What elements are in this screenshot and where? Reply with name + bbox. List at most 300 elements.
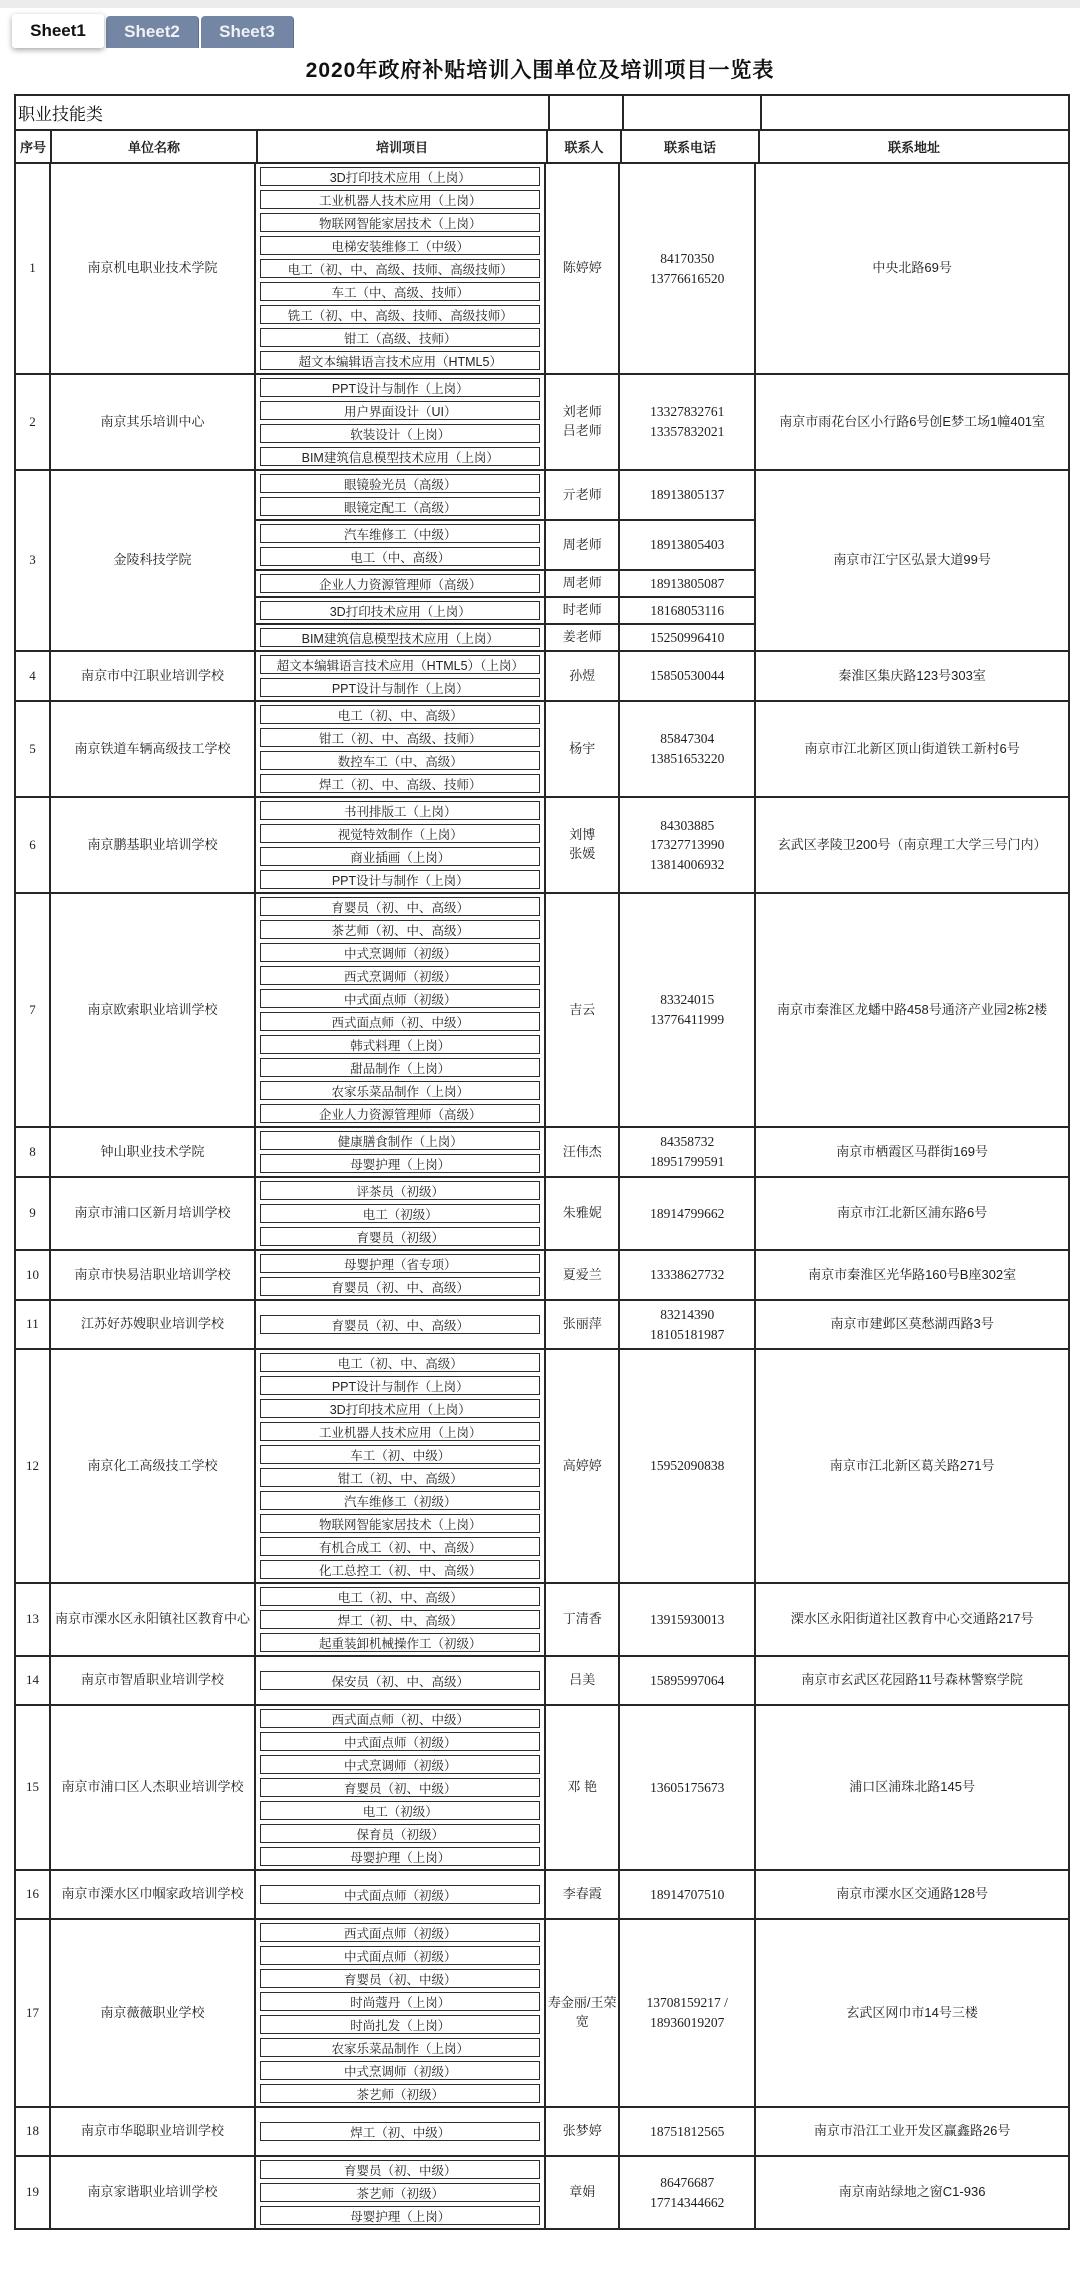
contact-phone — [620, 1128, 754, 1176]
row-groups — [256, 1920, 756, 2106]
unit-name: 南京市浦口区人杰职业培训学校 — [51, 1706, 256, 1869]
contact-line: 吕美 — [569, 1672, 596, 1688]
project-item: 工业机器人技术应用（上岗） — [260, 1422, 540, 1441]
project-item: 化工总控工（初、中、高级） — [260, 1560, 540, 1579]
phone-line: 86476687 — [660, 2174, 715, 2190]
project-item: 钳工（高级、技师） — [260, 328, 540, 347]
project-item: 焊工（初、中级） — [260, 2122, 540, 2141]
project-item: PPT设计与制作（上岗） — [260, 678, 540, 697]
project-item: 企业人力资源管理师（高级） — [260, 574, 540, 593]
project-item: 育婴员（初、中级） — [260, 1969, 540, 1988]
project-item: 育婴员（初级） — [260, 1227, 540, 1246]
header-unit: 单位名称 — [52, 131, 258, 162]
project-item: 铣工（初、中、高级、技师、高级技师） — [260, 305, 540, 324]
row-groups — [256, 164, 756, 373]
row-groups — [256, 2108, 756, 2155]
row-index: 14 — [16, 1657, 51, 1704]
project-list — [256, 2108, 546, 2155]
table-body — [16, 162, 1068, 2228]
table-row — [16, 1582, 1068, 1655]
contact-name — [546, 2108, 620, 2155]
contact-line: 吕老师 — [562, 423, 602, 438]
contact-phone — [620, 652, 754, 700]
row-index: 6 — [16, 798, 51, 892]
contact-address: 南京南站绿地之窗C1-936 — [838, 2184, 986, 2200]
contact-name — [546, 1871, 620, 1918]
tab-sheet1[interactable]: Sheet1 — [12, 14, 104, 48]
project-item: 西式面点师（初、中级） — [260, 1012, 540, 1031]
project-item: 眼镜验光员（高级） — [260, 474, 540, 493]
contact-address: 浦口区浦珠北路145号 — [849, 1779, 975, 1795]
project-item: 起重装卸机械操作工（初级） — [260, 1633, 540, 1652]
table-row — [16, 162, 1068, 373]
phone-line: 18105181987 — [650, 1326, 725, 1342]
project-item: 茶艺师（初、中、高级） — [260, 920, 540, 939]
table-row — [16, 1249, 1068, 1299]
row-index: 18 — [16, 2108, 51, 2155]
contact-name — [546, 702, 620, 796]
header-index: 序号 — [16, 131, 52, 162]
project-list — [256, 1871, 546, 1918]
project-item: 电工（初、中、高级） — [260, 705, 540, 724]
row-index: 13 — [16, 1584, 51, 1655]
phone-line: 15850530044 — [650, 668, 725, 684]
contact-address: 南京市雨花台区小行路6号创E梦工场1幢401室 — [779, 413, 1046, 429]
project-list — [256, 1706, 546, 1869]
project-list — [256, 521, 546, 569]
project-group — [256, 1584, 754, 1655]
contact-phone — [620, 798, 754, 892]
project-group — [256, 1920, 754, 2106]
table-row — [16, 796, 1068, 892]
project-item: 西式面点师（初级） — [260, 1923, 540, 1942]
phone-line: 17714344662 — [650, 2194, 725, 2210]
contact-name — [546, 164, 620, 373]
table-row — [16, 2106, 1068, 2155]
row-groups — [256, 1251, 756, 1299]
contact-line: 亓老师 — [562, 486, 602, 502]
contact-name — [546, 798, 620, 892]
project-item: 电梯安装维修工（中级） — [260, 236, 540, 255]
project-item: 茶艺师（初级） — [260, 2084, 540, 2103]
project-group — [256, 471, 754, 519]
project-item: 母婴护理（上岗） — [260, 1847, 540, 1866]
project-group — [256, 569, 754, 596]
project-item: 眼镜定配工（高级） — [260, 497, 540, 516]
project-group — [256, 2157, 754, 2228]
contact-phone — [620, 625, 754, 650]
contact-phone — [620, 1706, 754, 1869]
contact-address: 玄武区孝陵卫200号（南京理工大学三号门内） — [777, 836, 1047, 852]
unit-name: 南京薇薇职业学校 — [51, 1920, 256, 2106]
project-list — [256, 625, 546, 650]
contact-address: 南京市溧水区交通路128号 — [836, 1886, 988, 1902]
contact-line: 丁清香 — [562, 1611, 602, 1627]
row-groups — [256, 1350, 756, 1582]
contact-address: 南京市玄武区花园路11号森林警察学院 — [801, 1672, 1023, 1688]
contact-name — [546, 1128, 620, 1176]
contact-phone — [620, 598, 754, 623]
row-groups — [256, 1706, 756, 1869]
project-item: 时尚蔻丹（上岗） — [260, 1992, 540, 2011]
project-item: 汽车维修工（初级） — [260, 1491, 540, 1510]
project-list — [256, 1178, 546, 1249]
phone-line: 13915930013 — [650, 1611, 725, 1627]
contact-name — [546, 598, 620, 623]
contact-address: 南京市建邺区莫愁湖西路3号 — [830, 1316, 994, 1332]
row-index: 10 — [16, 1251, 51, 1299]
row-groups — [256, 1871, 756, 1918]
contact-address: 玄武区网巾市14号三楼 — [846, 2004, 978, 2020]
project-list — [256, 1251, 546, 1299]
contact-line: 刘博 — [569, 827, 596, 843]
unit-name: 江苏好苏嫂职业培训学校 — [51, 1301, 256, 1348]
project-item: 3D打印技术应用（上岗） — [260, 1399, 540, 1418]
phone-line: 15952090838 — [650, 1458, 725, 1474]
project-group — [256, 894, 754, 1126]
phone-line: 18913805137 — [650, 487, 725, 503]
contact-name — [546, 471, 620, 519]
project-item: 电工（初、中、高级、技师、高级技师） — [260, 259, 540, 278]
project-list — [256, 1584, 546, 1655]
contact-line: 周老师 — [562, 575, 602, 591]
contact-line: 时老师 — [562, 602, 602, 618]
row-index: 3 — [16, 471, 51, 650]
unit-name: 南京家谐职业培训学校 — [51, 2157, 256, 2228]
row-index: 19 — [16, 2157, 51, 2228]
project-list — [256, 798, 546, 892]
contact-line: 寿金丽/王荣宽 — [547, 1995, 617, 2029]
unit-name: 南京其乐培训中心 — [51, 375, 256, 469]
contact-line: 刘老师 — [562, 404, 602, 420]
project-item: 超文本编辑语言技术应用（HTML5）（上岗） — [260, 655, 540, 674]
project-item: 育婴员（初、中、高级） — [260, 897, 540, 916]
contact-name — [546, 1706, 620, 1869]
project-item: 电工（初级） — [260, 1204, 540, 1223]
contact-line: 陈婷婷 — [562, 260, 602, 276]
row-groups — [256, 798, 756, 892]
project-item: BIM建筑信息模型技术应用（上岗） — [260, 628, 540, 647]
project-group — [256, 375, 754, 469]
contact-phone — [620, 1920, 754, 2106]
phone-line: 18914707510 — [650, 1886, 725, 1902]
project-item: 3D打印技术应用（上岗） — [260, 167, 540, 186]
header-project: 培训项目 — [258, 131, 548, 162]
project-item: 中式面点师（初级） — [260, 1885, 540, 1904]
header-phone: 联系电话 — [622, 131, 760, 162]
phone-line: 13605175673 — [650, 1779, 725, 1795]
table-row — [16, 1176, 1068, 1249]
project-item: 中式面点师（初级） — [260, 1946, 540, 1965]
contact-phone — [620, 2157, 754, 2228]
contact-address: 南京市江北新区浦东路6号 — [837, 1205, 988, 1221]
project-item: 中式烹调师（初级） — [260, 943, 540, 962]
contact-address: 中央北路69号 — [872, 260, 952, 276]
table-row — [16, 1869, 1068, 1918]
contact-address: 南京市秦淮区龙蟠中路458号通济产业园2栋2楼 — [777, 1001, 1048, 1017]
contact-line: 周老师 — [562, 536, 602, 552]
unit-name: 南京机电职业技术学院 — [51, 164, 256, 373]
contact-line: 张梦婷 — [562, 2123, 602, 2139]
contact-address: 南京市江北新区葛关路271号 — [829, 1457, 995, 1473]
project-item: 车工（初、中级） — [260, 1445, 540, 1464]
unit-name: 钟山职业技术学院 — [51, 1128, 256, 1176]
project-list — [256, 598, 546, 623]
project-item: 物联网智能家居技术（上岗） — [260, 1514, 540, 1533]
unit-name: 南京化工高级技工学校 — [51, 1350, 256, 1582]
row-groups — [256, 1178, 756, 1249]
row-groups — [256, 2157, 756, 2228]
contact-line: 李春霞 — [562, 1886, 602, 1902]
project-list — [256, 1657, 546, 1704]
project-group — [256, 1657, 754, 1704]
phone-line: 85847304 — [660, 731, 715, 747]
contact-line: 朱雅妮 — [562, 1205, 602, 1221]
sheet-tab-bar — [12, 8, 1080, 48]
row-index: 16 — [16, 1871, 51, 1918]
table-header-row — [16, 129, 1068, 162]
project-item: 中式面点师（初级） — [260, 1732, 540, 1751]
tab-sheet3[interactable]: Sheet3 — [201, 16, 294, 48]
category-blank-cell — [762, 96, 1068, 129]
project-item: 焊工（初、中、高级、技师） — [260, 774, 540, 793]
row-index: 7 — [16, 894, 51, 1126]
contact-phone — [620, 164, 754, 373]
project-item: 母婴护理（省专项） — [260, 1254, 540, 1273]
row-index: 2 — [16, 375, 51, 469]
project-item: 保安员（初、中、高级） — [260, 1671, 540, 1690]
row-index: 12 — [16, 1350, 51, 1582]
project-list — [256, 894, 546, 1126]
row-index: 5 — [16, 702, 51, 796]
project-item: 工业机器人技术应用（上岗） — [260, 190, 540, 209]
unit-name: 金陵科技学院 — [51, 471, 256, 650]
project-item: 钳工（初、中、高级） — [260, 1468, 540, 1487]
row-groups — [256, 375, 756, 469]
phone-line: 18913805087 — [650, 575, 725, 591]
project-item: 育婴员（初、中、高级） — [260, 1315, 540, 1334]
contact-address: 南京市栖霞区马群街169号 — [836, 1143, 988, 1159]
phone-line: 84358732 — [660, 1134, 715, 1150]
row-groups — [256, 652, 756, 700]
phone-line: 15895997064 — [650, 1672, 725, 1688]
phone-line: 13776411999 — [650, 1012, 725, 1027]
project-group — [256, 519, 754, 569]
project-list — [256, 164, 546, 373]
project-item: 中式烹调师（初级） — [260, 1755, 540, 1774]
phone-line: 17327713990 — [650, 837, 725, 853]
project-item: 健康膳食制作（上岗） — [260, 1131, 540, 1150]
project-item: 保育员（初级） — [260, 1824, 540, 1843]
row-index: 11 — [16, 1301, 51, 1348]
contact-phone — [620, 571, 754, 596]
project-list — [256, 1301, 546, 1348]
contact-name — [546, 2157, 620, 2228]
unit-name: 南京市快易洁职业培训学校 — [51, 1251, 256, 1299]
row-index: 15 — [16, 1706, 51, 1869]
contact-phone — [620, 1657, 754, 1704]
contact-line: 吉云 — [569, 1001, 596, 1017]
phone-line: 13851653220 — [650, 751, 725, 766]
project-item: 农家乐菜品制作（上岗） — [260, 1081, 540, 1100]
project-item: 软装设计（上岗） — [260, 424, 540, 443]
project-item: PPT设计与制作（上岗） — [260, 378, 540, 397]
page-top-strip — [0, 0, 1080, 8]
project-item: 西式烹调师（初级） — [260, 966, 540, 985]
contact-address: 秦淮区集庆路123号303室 — [838, 667, 986, 683]
phone-line: 13776616520 — [650, 270, 725, 286]
contact-line: 章娟 — [569, 2184, 596, 2200]
contact-phone — [620, 521, 754, 569]
contact-line: 邓 艳 — [567, 1779, 598, 1795]
training-table — [14, 94, 1070, 2230]
project-group — [256, 1178, 754, 1249]
row-groups — [256, 702, 756, 796]
project-item: 商业插画（上岗） — [260, 847, 540, 866]
contact-phone — [620, 1178, 754, 1249]
project-group — [256, 1871, 754, 1918]
row-index: 9 — [16, 1178, 51, 1249]
contact-address: 南京市秦淮区光华路160号B座302室 — [808, 1266, 1017, 1282]
phone-line: 18168053116 — [650, 602, 725, 618]
project-item: 西式面点师（初、中级） — [260, 1709, 540, 1728]
project-item: PPT设计与制作（上岗） — [260, 1376, 540, 1395]
project-item: PPT设计与制作（上岗） — [260, 870, 540, 889]
phone-line: 13357832021 — [650, 424, 725, 439]
project-item: 电工（初、中、高级） — [260, 1587, 540, 1606]
project-group — [256, 1350, 754, 1582]
table-row — [16, 469, 1068, 650]
project-list — [256, 702, 546, 796]
contact-phone — [620, 894, 754, 1126]
contact-phone — [620, 471, 754, 519]
project-item: 汽车维修工（中级） — [260, 524, 540, 543]
contact-name — [546, 625, 620, 650]
page-title: 2020年政府补贴培训入围单位及培训项目一览表 — [305, 59, 775, 82]
contact-line: 汪伟杰 — [562, 1143, 602, 1159]
contact-name — [546, 1178, 620, 1249]
contact-name — [546, 375, 620, 469]
contact-phone — [620, 1251, 754, 1299]
project-list — [256, 1128, 546, 1176]
contact-line: 孙煜 — [569, 667, 596, 683]
contact-name — [546, 1301, 620, 1348]
project-item: 评茶员（初级） — [260, 1181, 540, 1200]
project-list — [256, 471, 546, 519]
category-row — [16, 94, 1068, 129]
project-item: 农家乐菜品制作（上岗） — [260, 2038, 540, 2057]
row-index: 8 — [16, 1128, 51, 1176]
project-item: 用户界面设计（UI） — [260, 401, 540, 420]
table-row — [16, 1918, 1068, 2106]
contact-name — [546, 521, 620, 569]
project-list — [256, 571, 546, 596]
contact-name — [546, 1350, 620, 1582]
project-item: 育婴员（初、中级） — [260, 1778, 540, 1797]
row-groups — [256, 894, 756, 1126]
phone-line: 18914799662 — [650, 1205, 725, 1221]
phone-line: 13338627732 — [650, 1267, 725, 1283]
phone-line: 18936019207 — [650, 2015, 725, 2030]
contact-line: 高婷婷 — [562, 1457, 602, 1473]
contact-line: 夏爱兰 — [562, 1266, 602, 1282]
phone-line: 18951799591 — [650, 1154, 725, 1169]
project-item: 母婴护理（上岗） — [260, 2206, 540, 2225]
contact-phone — [620, 375, 754, 469]
tab-sheet2[interactable]: Sheet2 — [106, 16, 199, 48]
phone-line: 18913805403 — [650, 537, 725, 553]
row-groups — [256, 471, 756, 650]
header-address: 联系地址 — [887, 140, 940, 155]
project-group — [256, 623, 754, 650]
row-index: 1 — [16, 164, 51, 373]
project-list — [256, 1350, 546, 1582]
contact-line: 杨宇 — [569, 740, 596, 756]
table-row — [16, 373, 1068, 469]
table-row — [16, 1704, 1068, 1869]
unit-name: 南京市浦口区新月培训学校 — [51, 1178, 256, 1249]
project-item: 电工（中、高级） — [260, 547, 540, 566]
project-item: 育婴员（初、中级） — [260, 2160, 540, 2179]
unit-name: 南京欧索职业培训学校 — [51, 894, 256, 1126]
contact-line: 张媛 — [569, 846, 596, 861]
contact-phone — [620, 1871, 754, 1918]
unit-name: 南京市华聪职业培训学校 — [51, 2108, 256, 2155]
contact-phone — [620, 1584, 754, 1655]
category-blank-cell — [624, 96, 762, 129]
phone-line: 83214390 — [660, 1306, 715, 1322]
project-group — [256, 1128, 754, 1176]
project-item: 车工（中、高级、技师） — [260, 282, 540, 301]
contact-name — [546, 1920, 620, 2106]
phone-line: 13327832761 — [650, 404, 725, 420]
project-item: 钳工（初、中、高级、技师） — [260, 728, 540, 747]
contact-phone — [620, 1301, 754, 1348]
contact-phone — [620, 702, 754, 796]
row-index: 4 — [16, 652, 51, 700]
table-row — [16, 650, 1068, 700]
contact-address: 南京市江宁区弘景大道99号 — [833, 552, 991, 568]
table-row — [16, 700, 1068, 796]
row-index: 17 — [16, 1920, 51, 2106]
phone-line: 84303885 — [660, 817, 715, 833]
project-item: 茶艺师（初级） — [260, 2183, 540, 2202]
project-group — [256, 596, 754, 623]
contact-line: 张丽萍 — [562, 1316, 602, 1332]
project-item: 企业人力资源管理师（高级） — [260, 1104, 540, 1123]
unit-name: 南京市智盾职业培训学校 — [51, 1657, 256, 1704]
unit-name: 南京鹏基职业培训学校 — [51, 798, 256, 892]
project-item: 中式面点师（初级） — [260, 989, 540, 1008]
project-item: 韩式料理（上岗） — [260, 1035, 540, 1054]
project-group — [256, 164, 754, 373]
contact-name — [546, 1251, 620, 1299]
contact-address: 溧水区永阳街道社区教育中心交通路217号 — [790, 1611, 1034, 1627]
project-item: 物联网智能家居技术（上岗） — [260, 213, 540, 232]
project-item: 数控车工（中、高级） — [260, 751, 540, 770]
row-groups — [256, 1301, 756, 1348]
project-item: 甜品制作（上岗） — [260, 1058, 540, 1077]
row-groups — [256, 1657, 756, 1704]
project-item: 焊工（初、中、高级） — [260, 1610, 540, 1629]
project-item: 超文本编辑语言技术应用（HTML5） — [260, 351, 540, 370]
table-row — [16, 892, 1068, 1126]
project-list — [256, 652, 546, 700]
header-contact: 联系人 — [548, 131, 622, 162]
category-label: 职业技能类 — [16, 96, 550, 129]
table-row — [16, 1655, 1068, 1704]
row-groups — [256, 1584, 756, 1655]
